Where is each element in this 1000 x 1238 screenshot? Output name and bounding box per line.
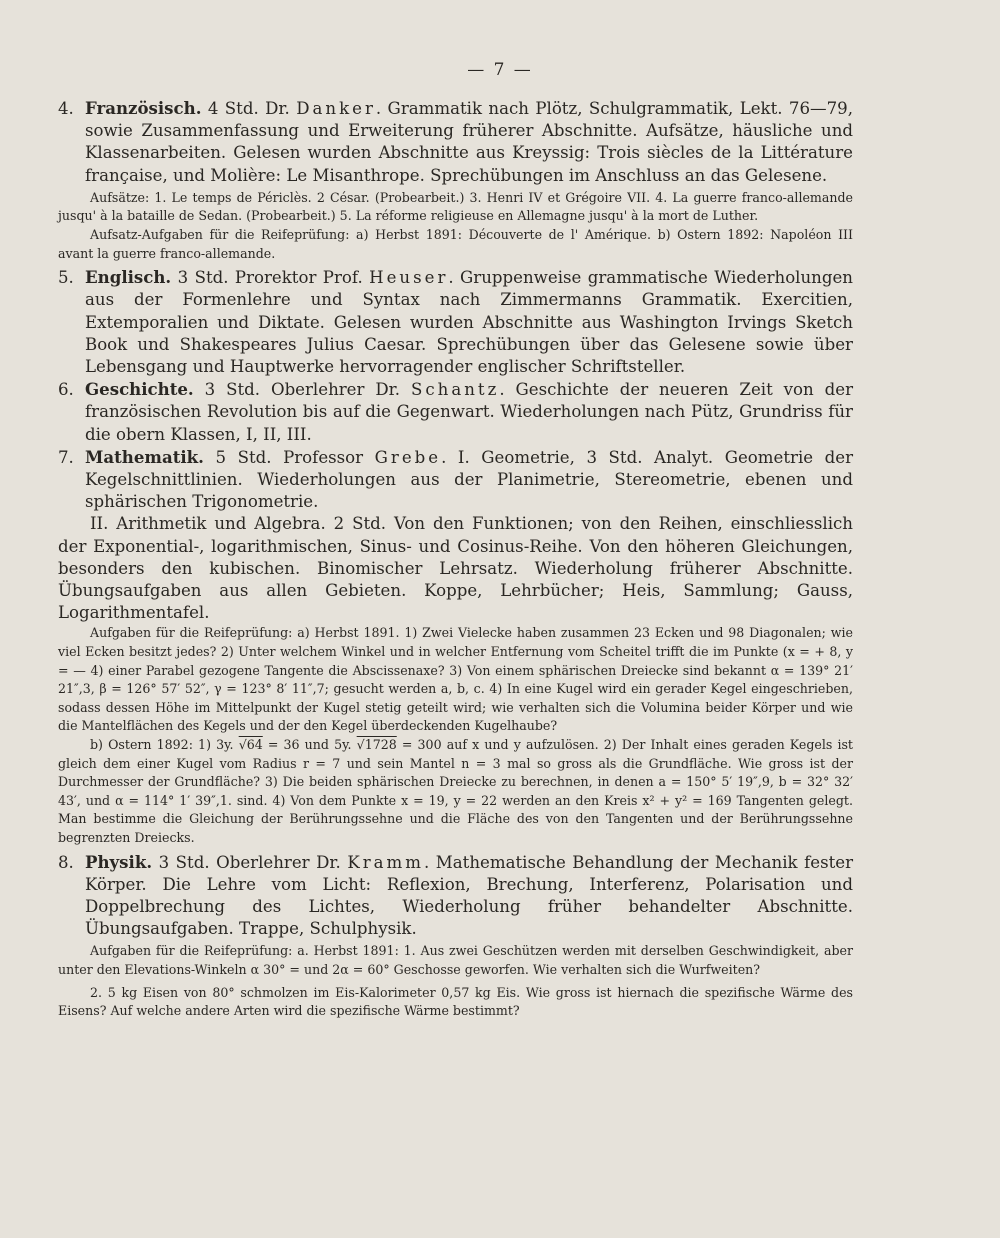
- page-number: — 7 —: [467, 60, 533, 80]
- section-physik: 8. Physik. 3 Std. Oberlehrer Dr. Kramm. Mathematische Behandlung der Mechanik fester Körper. Die Lehre vom Licht: Reflexion, Brechung, Interferenz, Polarisation und Doppelbrechung des Lichtes, Wiederholung früher behandelter Abschnitte. Übungsaufgaben. Trappe, Schulphysik.: [58, 851, 854, 939]
- exam-task-physik-1: Aufgaben für die Reifeprüfung: a. Herbst 1891: 1. Aus zwei Geschützen werden mit derselben Geschwindigkeit, aber unter den Elevations-Winkeln α 30° = und 2α = 60° Geschosse geworfen. Wie verhalten sich die Wurfweiten?: [58, 943, 853, 977]
- section-geschichte: 6. Geschichte. 3 Std. Oberlehrer Dr. Schantz. Geschichte der neueren Zeit von der französischen Revolution bis auf die Gegenwart. Wiederholungen nach Pütz, Grundriss für die obern Klassen, I, II, III.: [58, 379, 853, 444]
- section-mathematik: 7. Mathematik. 5 Std. Professor Grebe. I. Geometrie, 3 Std. Analyt. Geometrie der Kegelschnittlinien. Wiederholungen aus der Planimetrie, Stereometrie, ebenen und sphärischen Trigonometrie.: [58, 446, 853, 512]
- section-franzoesisch: 4. Französisch. 4 Std. Dr. Danker. Grammatik nach Plötz, Schulgrammatik, Lekt. 76—79, sowie Zusammenfassung und Erweiterung früherer Abschnitte. Aufsätze, häusliche und Klassenarbeiten. Gelesen wurden Abschnitte aus Kreyssig: Trois siècles de la Littérature française, und Molière: Le Misanthrope. Sprechübungen im Anschluss an das Gelesene.: [58, 98, 854, 185]
- root-expression: √1728: [356, 737, 397, 752]
- mathematik-part-two: II. Arithmetik und Algebra. 2 Std. Von den Funktionen; von den Reihen, einschliesslich der Exponential-, logarithmischen, Sinus- und Cosinus-Reihe. Von den höheren Gleichungen, besonders den kubischen. Binomischer Lehrsatz. Wiederholung früherer Abschnitte. Übungsaufgaben aus allen Gebieten. Koppe, Lehrbücher; Heis, Sammlung; Gauss, Logarithmentafel.: [58, 514, 853, 623]
- exam-task-physik-2: 2. 5 kg Eisen von 80° schmolzen im Eis-Kalorimeter 0,57 kg Eis. Wie gross ist hiernach die spezifische Wärme des Eisens? Auf welche andere Arten wird die spezifische Wärme bestimmt?: [58, 984, 853, 1019]
- exam-topics-franzoesisch: Aufsatz-Aufgaben für die Reifeprüfung: a) Herbst 1891: Découverte de l' Amérique. b) Ostern 1892: Napoléon III avant la guerre franco-allemande.: [58, 227, 853, 261]
- essay-list-franzoesisch: Aufsätze: 1. Le temps de Périclès. 2 César. (Probearbeit.) 3. Henri IV et Grégoire VII. 4. La guerre franco-allemande jusqu' à la bataille de Sedan. (Probearbeit.) 5. La réforme religieuse en Allemagne jusqu' à la mort de Luther.: [58, 189, 853, 224]
- exam-tasks-mathematik-b: b) Ostern 1892: 1) 3y. √64 = 36 und 5y. √1728 = 300 auf x und y aufzulösen. 2) Der Inhalt eines geraden Kegels ist gleich dem einer Kugel vom Radius r = 7 und sein Mantel n = 3 mal so gross als die Grundfläche. Wie gross ist der Durchmesser der Grundfläche? 3) Die beiden sphärischen Dreiecke zu berechnen, in denen a = 150° 5′ 19″,9, b = 32° 32′ 43′, und α = 114° 1′ 39″,1. sind. 4) Von dem Punkte x = 19, y = 22 werden an den Kreis x² + y² = 169 Tangenten gelegt. Man bestimme die Gleichung der Berührungssehne und die Fläche des von den Tangenten und der Berührungssehne begrenzten Dreiecks.: [58, 737, 853, 845]
- root-expression: √64: [238, 737, 263, 752]
- page-content: [58, 97, 853, 1021]
- section-englisch: 5. Englisch. 3 Std. Prorektor Prof. Heuser. Gruppenweise grammatische Wiederholungen aus der Formenlehre und Syntax nach Zimmermanns Grammatik. Exercitien, Extemporalien und Diktate. Gelesen wurden Abschnitte aus Washington Irvings Sketch Book und Shakespeares Julius Caesar. Sprechübungen über das Gelesene sowie über Lebensgang und Hauptwerke hervorragender englischer Schriftsteller.: [58, 267, 853, 376]
- exam-tasks-mathematik-a: Aufgaben für die Reifeprüfung: a) Herbst 1891. 1) Zwei Vielecke haben zusammen 23 Ecken und 98 Diagonalen; wie viel Ecken besitzt jedes? 2) Unter welchem Winkel und in welcher Entfernung vom Scheitel trifft die im Punkte (x = + 8, y = — 4) einer Parabel gezogene Tangente die Abscissenaxe? 3) Von einem sphärischen Dreiecke sind bekannt α = 139° 21′ 21″,3, β = 126° 57′ 52″, γ = 123° 8′ 11″,7; gesucht werden a, b, c. 4) In eine Kugel wird ein gerader Kegel eingeschrieben, sodass dessen Höhe im Mittelpunkt der Kugel stetig geteilt wird; wie verhalten sich die Volumina beider Körper und wie die Mantelflächen des Kegels und der den Kegel überdeckenden Kugelhaube?: [58, 625, 853, 734]
